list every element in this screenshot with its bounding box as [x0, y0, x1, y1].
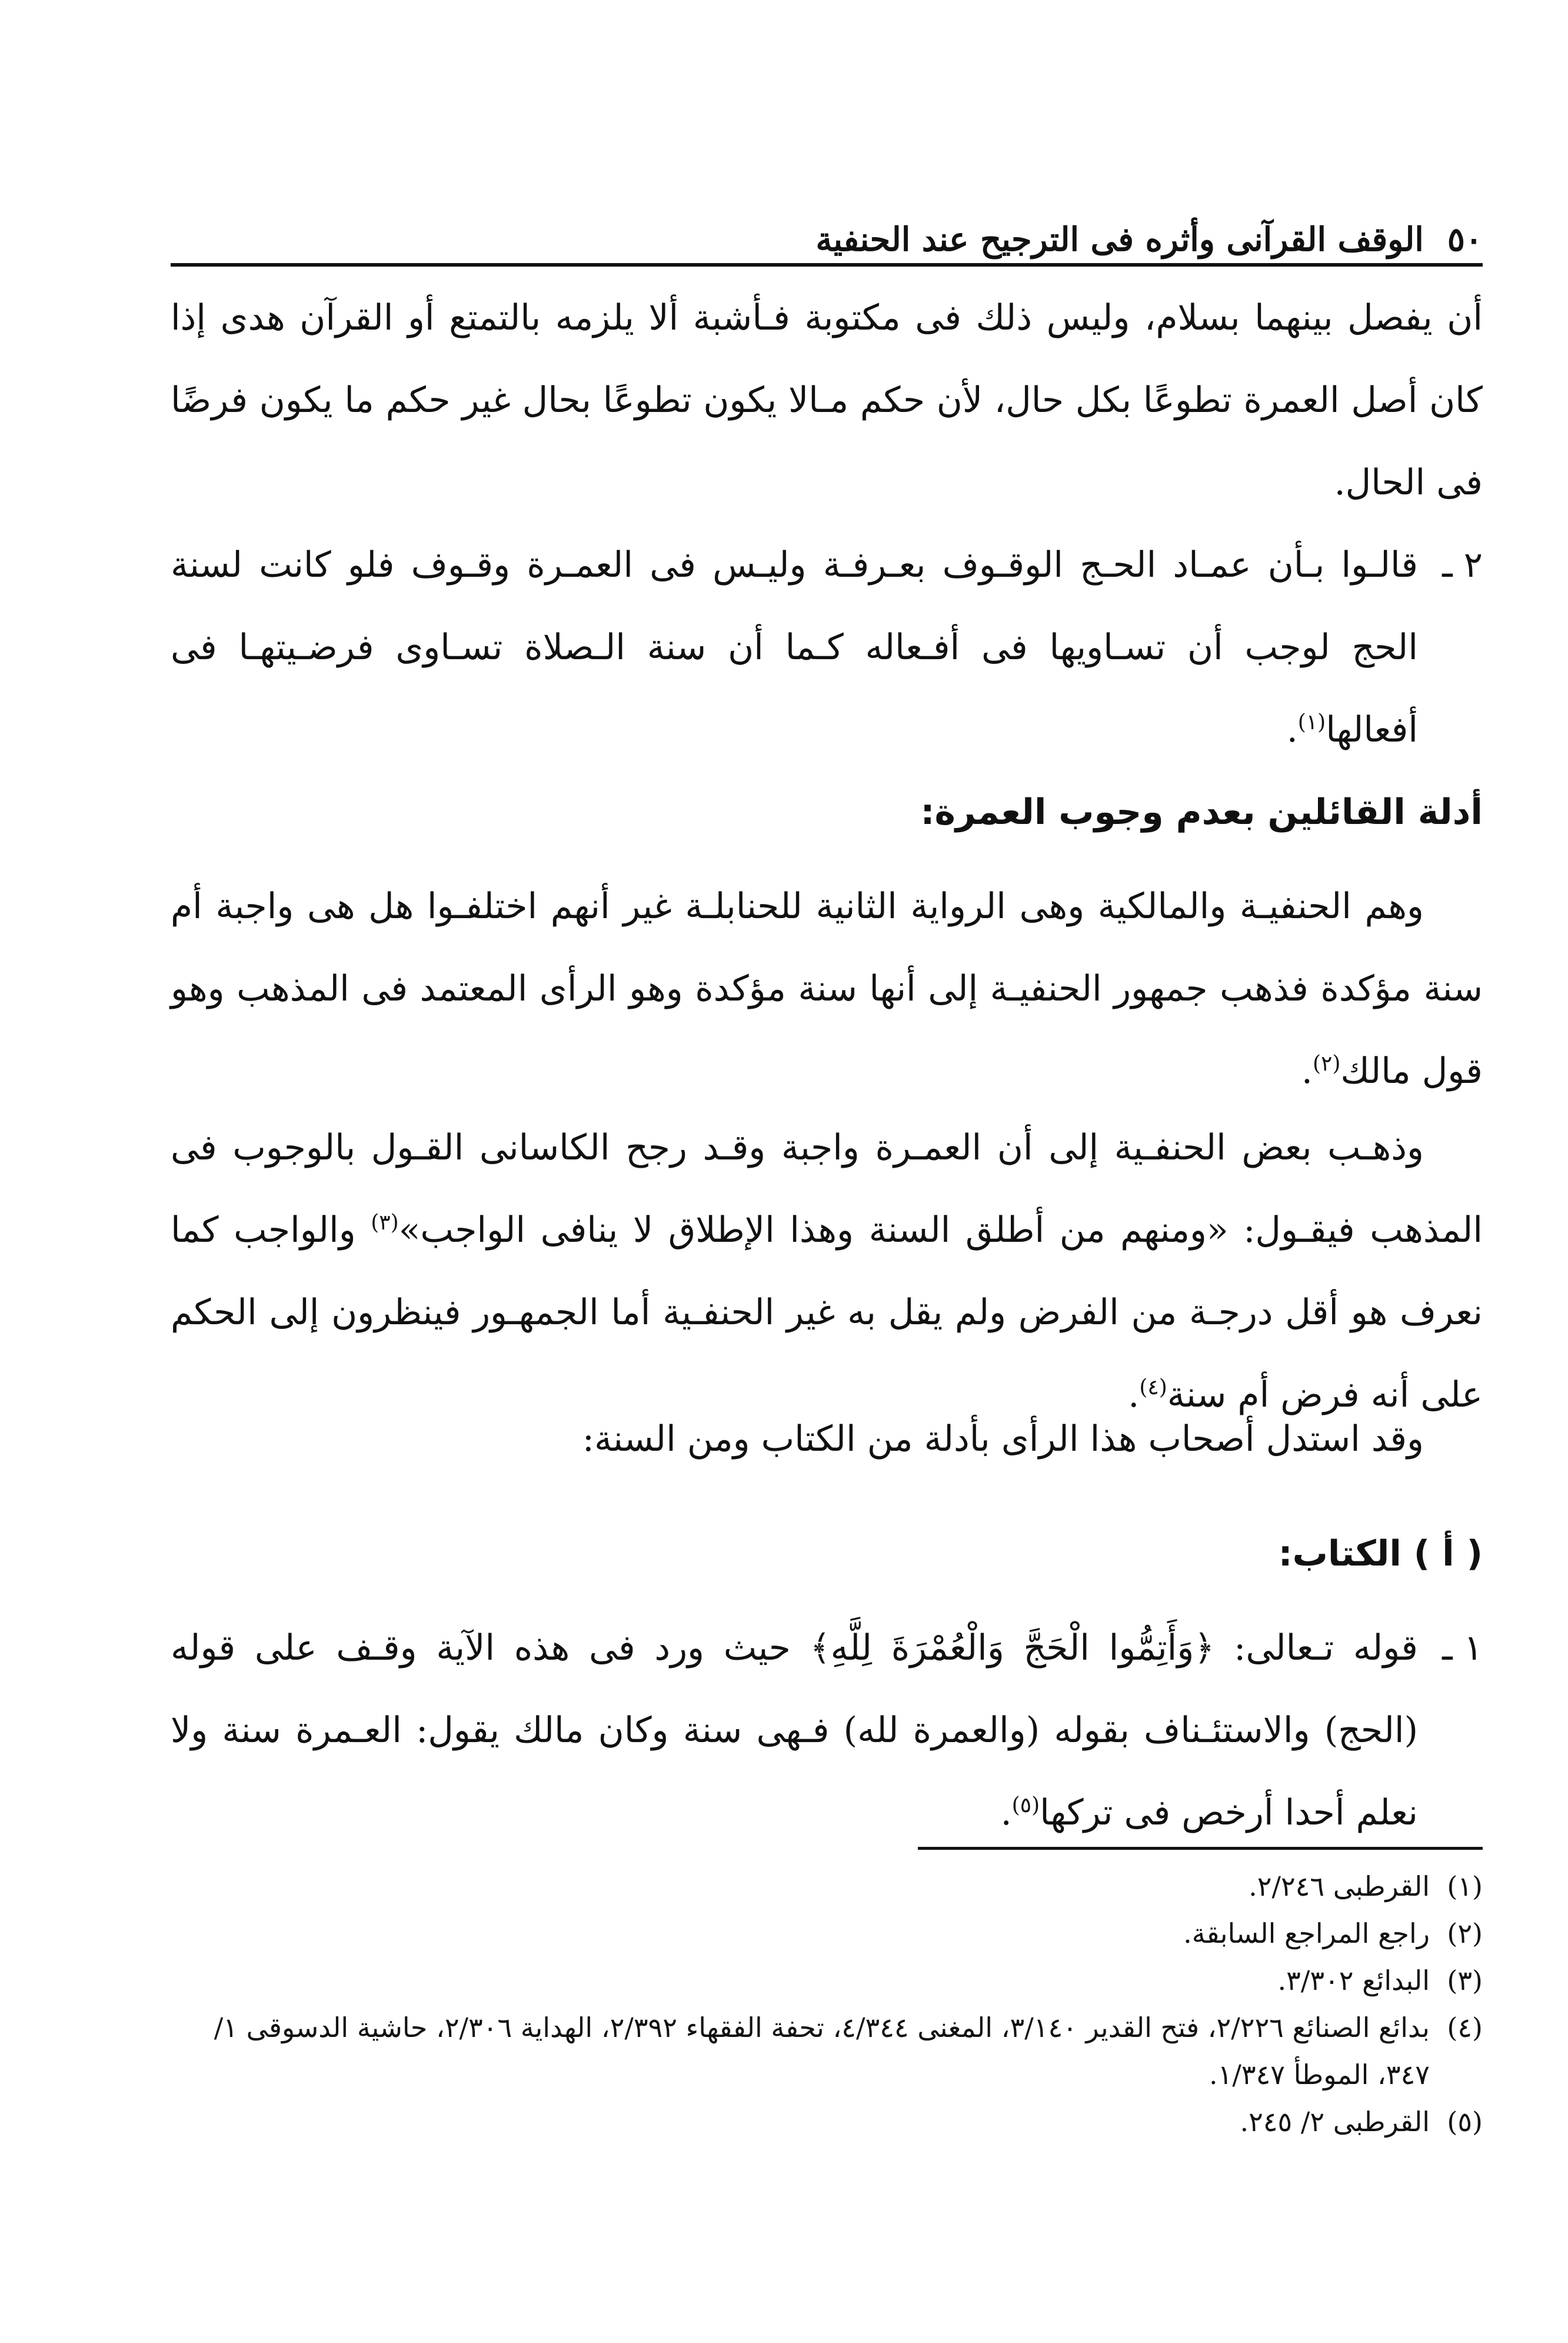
paragraph-1: وهم الحنفيـة والمالكية وهى الرواية الثانية للحنابلـة غير أنهم اختلفـوا هل هى واجبة أم سنة مؤكدة فذهب جمهور الحنفيـة إلى أنها سنة مؤكدة وهو الرأى المعتمد فى المذهب وهو قول مالك$^{(٢)}$. [171, 886, 1483, 1092]
paragraph-3: وقد استدل أصحاب هذا الرأى بأدلة من الكتاب ومن السنة: [582, 1418, 1424, 1460]
footnote-item [171, 1957, 1483, 2004]
footnote-text: راجع المراجع السابقة. [1183, 1917, 1430, 1949]
paragraph-2: وذهـب بعض الحنفـية إلى أن العمـرة واجبة وقـد رجح الكاسانى القـول بالوجوب فى المذهب فيقـول: «ومنهم من أطلق السنة وهذا الإطلاق لا ينافى الواجب»$^{(٣)}$ والواجب كما نعرف هو أقل درجـة من الفرض ولم يقل به غير الحنفـية أما الجمهـور فينظرون إلى الحكم على أنه فرض أم سنة$^{(٤)}$. [171, 1127, 1483, 1415]
intro-paragraph-text: أن يفصل بينهما بسلام، وليس ذلك فى مكتوبة فـأشبة ألا يلزمه بالتمتع أو القرآن هدى إذا كان أصل العمرة تطوعًا بكل حال، لأن حكم مـالا يكون تطوعًا بحال غير حكم ما يكون فرضًا فى الحال. [171, 297, 1483, 503]
list-item-1 [171, 1607, 1483, 1854]
page-header [171, 194, 1483, 259]
section-heading: أدلة القائلين بعدم وجوب العمرة: [920, 792, 1483, 833]
footnote-item [171, 2098, 1483, 2145]
footnote-item [171, 2004, 1483, 2098]
intro-paragraph [171, 277, 1483, 524]
subheading-book: ( أ ) الكتاب: [1278, 1533, 1483, 1574]
footnote-ref: (٥) [1011, 1793, 1040, 1817]
paragraph-2-part-2: والواجب كما نعرف هو أقل درجـة من الفرض ولم يقل به غير الحنفـية أما الجمهـور فينظرون إلى الحكم على أنه فرض أم سنة [171, 1209, 1483, 1415]
footnote-divider [918, 1847, 1483, 1850]
list-item-number: ٢ ـ [1442, 544, 1483, 586]
footnote-ref: (٤) [1139, 1375, 1167, 1400]
footnote-number: (٥) [1447, 2106, 1483, 2138]
footnote-ref: (٢) [1312, 1052, 1341, 1076]
footnote-ref: (٣) [371, 1211, 399, 1235]
footnote-text: القرطبى ٢/٢٤٦. [1249, 1870, 1430, 1902]
footnote-text: البدائع ٣/٣٠٢. [1277, 1965, 1430, 1996]
list-item-body: قوله تـعالى: ﴿وَأَتِمُّوا الْحَجَّ وَالْعُمْرَةَ لِلَّهِ﴾ حيث ورد فى هذه الآية وقـف على قوله (الحج) والاستئـناف بقوله (والعمرة لله) فـهى سنة وكان مالك يقول: العـمرة سنة ولا نعلم أحدا أرخص فى تركها [171, 1627, 1418, 1833]
footnote-item [171, 1910, 1483, 1957]
footnote-number: (١) [1447, 1870, 1483, 1902]
header-rule [171, 263, 1483, 267]
footnote-number: (٤) [1447, 2012, 1483, 2043]
footnote-number: (٣) [1447, 1965, 1483, 1996]
page-number: ٥٠ [1447, 220, 1483, 259]
running-title: الوقف القرآنى وأثره فى الترجيح عند الحنفية [815, 220, 1424, 259]
paragraph-1-text: وهم الحنفيـة والمالكية وهى الرواية الثانية للحنابلـة غير أنهم اختلفـوا هل هى واجبة أم سنة مؤكدة فذهب جمهور الحنفيـة إلى أنها سنة مؤكدة وهو الرأى المعتمد فى المذهب وهو قول مالك [171, 886, 1483, 1092]
list-item-2 [171, 524, 1483, 771]
footnotes [171, 1863, 1483, 2145]
list-item-body: قالـوا بـأن عمـاد الحـج الوقـوف بعـرفـة وليـس فى العمـرة وقـوف فلو كانت لسنة الحج لوجب أن تسـاويها فى أفـعاله كـما أن سنة الـصلاة تسـاوى فرضـيتهـا فى أفعالها [171, 544, 1418, 750]
list-item-text: قوله تـعالى: ﴿وَأَتِمُّوا الْحَجَّ وَالْعُمْرَةَ لِلَّهِ﴾ حيث ورد فى هذه الآية وقـف على قوله (الحج) والاستئـناف بقوله (والعمرة لله) فـهى سنة وكان مالك يقول: العـمرة سنة ولا نعلم أحدا أرخص فى تركها$^{(٥)}$. [171, 1627, 1418, 1833]
footnote-text: القرطبى ٢/ ٢٤٥. [1240, 2106, 1430, 2138]
list-item-text: قالـوا بـأن عمـاد الحـج الوقـوف بعـرفـة وليـس فى العمـرة وقـوف فلو كانت لسنة الحج لوجب أن تسـاويها فى أفـعاله كـما أن سنة الـصلاة تسـاوى فرضـيتهـا فى أفعالها$^{(١)}$. [171, 544, 1418, 750]
footnote-number: (٢) [1447, 1917, 1483, 1949]
list-item-number: ١ ـ [1442, 1627, 1483, 1669]
paragraph-2-part-1: وذهـب بعض الحنفـية إلى أن العمـرة واجبة وقـد رجح الكاسانى القـول بالوجوب فى المذهب فيقـول: «ومنهم من أطلق السنة وهذا الإطلاق لا ينافى الواجب» [171, 1127, 1483, 1251]
footnote-ref: (١) [1297, 710, 1326, 735]
footnote-item [171, 1863, 1483, 1910]
footnote-text: بدائع الصنائع ٢/٢٢٦، فتح القدير ٣/١٤٠، المغنى ٤/٣٤٤، تحفة الفقهاء ٢/٣٩٢، الهداية ٢/٣٠٦، حاشية الدسوقى ١/ ٣٤٧، الموطأ ١/٣٤٧. [214, 2012, 1430, 2091]
